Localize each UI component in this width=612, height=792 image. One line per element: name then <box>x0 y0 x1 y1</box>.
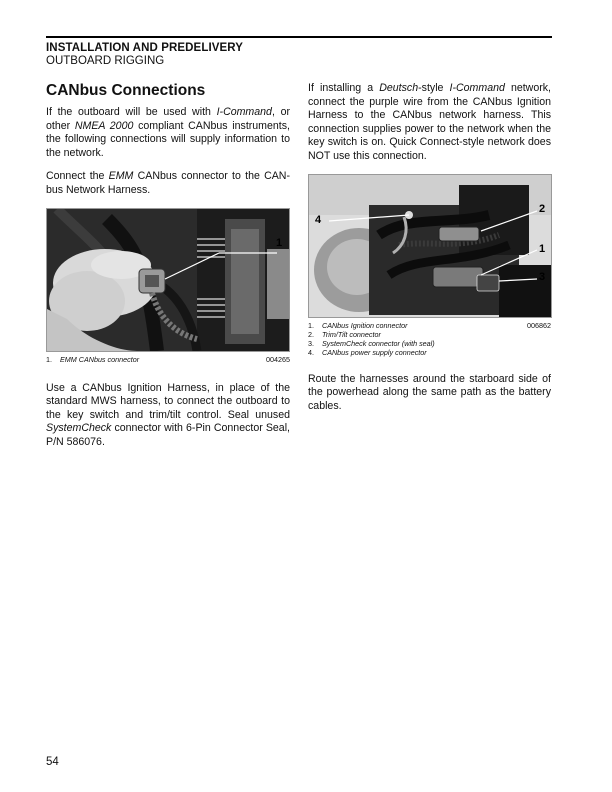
text-run: -style <box>418 82 450 94</box>
text-run-italic: SystemCheck <box>46 422 112 435</box>
caption-number: 4. <box>308 347 314 357</box>
route-paragraph: Route the harnesses around the starboard side of the powerhead along the same path as the battery cables. <box>308 372 551 412</box>
figure1-callout: 1 <box>276 236 283 249</box>
text-run-italic: EMM <box>108 170 134 183</box>
figure2-caption <box>308 321 551 357</box>
page-header <box>46 36 552 67</box>
text-run: , or other <box>46 106 290 132</box>
caption-text: SystemCheck connector (with seal) <box>322 338 435 348</box>
ignition-harness-paragraph <box>46 382 290 450</box>
text-run: compliant CANbus instruments, the following connections will supply information to the network. <box>46 119 290 159</box>
caption-text: CANbus Ignition connector <box>322 320 408 330</box>
text-run-italic: Deutsch <box>379 82 419 94</box>
emm-photo-illustration <box>47 209 289 351</box>
text-run-italic: I-Command <box>216 106 272 118</box>
intro-paragraph <box>46 106 290 160</box>
header-rule <box>46 36 552 38</box>
deutsch-paragraph <box>308 82 551 164</box>
text-run: If installing a <box>308 82 380 94</box>
text-run: network, connect the purple wire from the CANbus Ignition Harness to the CANbus network harness. This connection supplies power to the network when the key switch is on. Quick Connect-style network does NOT use this connection. <box>308 82 551 162</box>
header-section: INSTALLATION AND PREDELIVERY <box>46 42 244 54</box>
caption-text: CANbus power supply connector <box>322 347 427 357</box>
harness-connectors-photo <box>308 174 552 318</box>
text-run-italic: I-Command <box>449 82 505 94</box>
figure1-caption <box>46 355 290 364</box>
right-column <box>308 82 551 423</box>
page-number: 54 <box>46 756 59 768</box>
left-column <box>46 82 290 460</box>
caption-item <box>308 321 551 330</box>
text-run: Connect the <box>46 170 109 183</box>
caption-text: CANbus connector <box>78 354 140 364</box>
text-run: CANbus connector to the CAN-bus Network Harness. <box>46 170 290 196</box>
caption-text: Trim/Tilt connector <box>322 329 381 339</box>
emm-paragraph <box>46 170 290 197</box>
text-run-italic: NMEA 2000 <box>74 119 134 132</box>
figure2-callout-1: 1 <box>539 242 546 255</box>
caption-number: 1. <box>308 320 314 330</box>
figure2-callout-2: 2 <box>539 202 546 215</box>
figure2-callout-4: 4 <box>315 213 322 226</box>
emm-connector-photo <box>46 208 290 352</box>
section-title: CANbus Connections <box>46 82 206 99</box>
text-run: connector with 6-Pin Connector Seal, P/N 586076. <box>46 422 290 448</box>
caption-number: 3. <box>308 338 314 348</box>
text-run: Use a CANbus Ignition Harness, in place of the standard MWS harness, to connect the outboard to the key switch and trim/tilt control. Seal unused <box>46 381 290 421</box>
caption-text: EMM <box>60 354 79 364</box>
text-run: If the outboard will be used with <box>46 106 217 118</box>
caption-item <box>308 348 551 357</box>
figure2-code: 006862 <box>527 320 551 330</box>
figure1-code: 004265 <box>266 354 290 364</box>
caption-item <box>308 330 551 339</box>
caption-item <box>308 339 551 348</box>
caption-number: 2. <box>308 329 314 339</box>
harness-photo-illustration <box>309 175 551 317</box>
figure2-callout-3: 3 <box>539 270 546 283</box>
caption-number: 1. <box>46 354 52 364</box>
header-subsection: OUTBOARD RIGGING <box>46 55 165 67</box>
